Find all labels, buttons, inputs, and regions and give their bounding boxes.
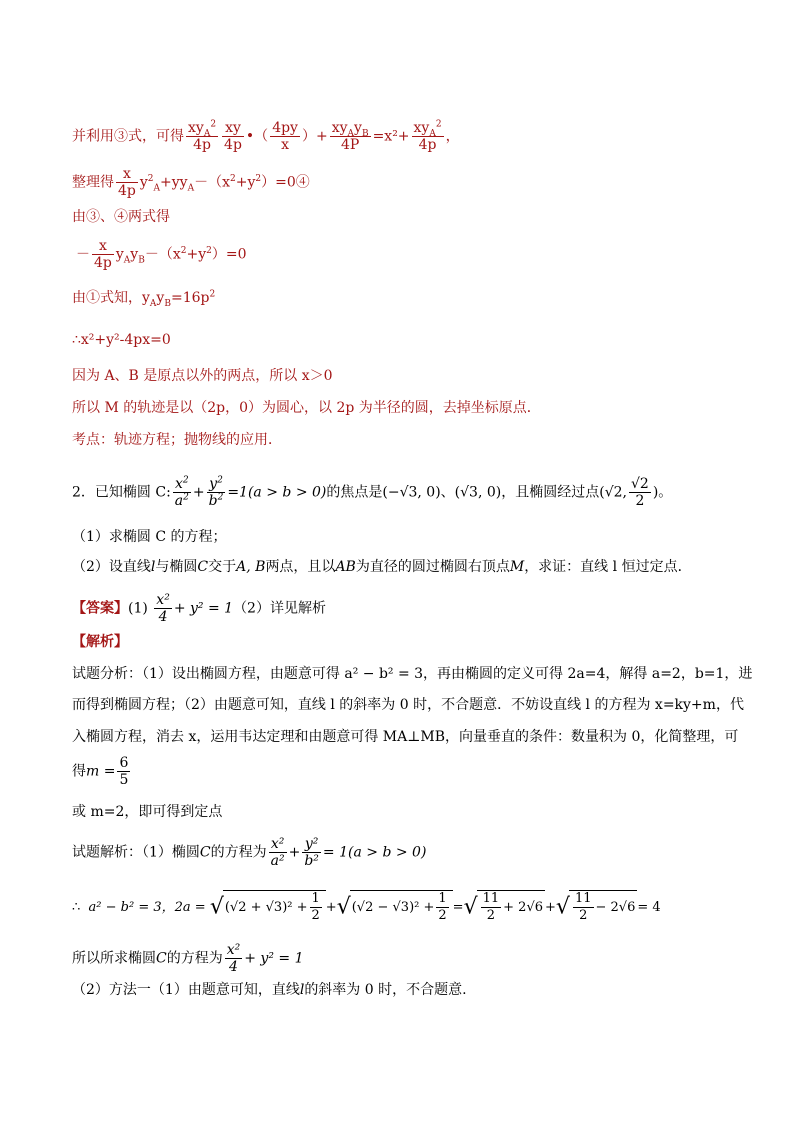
- fraction: $\frac{xy_A^2}{4p}$: [413, 119, 442, 153]
- line-6: ∴x²+y²-4px=0: [72, 332, 171, 348]
- fraction: $\frac{xy}{4p}$: [224, 120, 242, 153]
- fraction: $\frac{√2}{2}$: [630, 476, 649, 509]
- line-8: 所以 M 的轨迹是以（2p，0）为圆心，以 2p 为半径的圆，去掉坐标原点．: [72, 400, 541, 416]
- fraction: $\frac{x}{4p}$: [118, 166, 136, 199]
- line-3: 由③、④两式得: [72, 209, 170, 225]
- question-2-part-2: （2）设直线l与椭圆C交于A, B两点，且以AB为直径的圆过椭圆右顶点M，求证：直线 l 恒过定点．: [72, 559, 692, 575]
- fraction: $\frac{11}{2}$: [574, 891, 592, 923]
- analysis-line-4: 得m = $\frac{6}{5}$: [72, 755, 129, 788]
- analysis-tag: 【解析】: [72, 634, 128, 650]
- solution-line-3: 所以所求椭圆C的方程为 $\frac{\text{x²}}{4}$ + y² = 1: [72, 942, 304, 975]
- fraction: $\frac{\text{x²}}{4}$: [156, 592, 170, 625]
- question-2: 2．已知椭圆 C: $\frac{x^2}{a^2}$ + $\frac{y^2}{b^2}$ =1(a > b > 0)的焦点是(−√3, 0)、(√3, 0)，且椭圆经过点(√2, $\frac{√2}{2}$ )。: [72, 475, 673, 509]
- fraction: $\frac{\text{x²}}{4}$: [226, 942, 241, 975]
- fraction: $\frac{11}{2}$: [482, 891, 500, 923]
- fraction: $\frac{4py}{x}$: [272, 120, 298, 153]
- fraction: $\frac{1}{2}$: [311, 891, 320, 923]
- answer-line: 【答案】(1) $\frac{\text{x²}}{4}$ + y² = 1（2）详见解析: [72, 592, 326, 625]
- fraction: $\frac{1}{2}$: [438, 891, 447, 923]
- line-5: 由①式知，$y_Ay_B=16p^2$: [72, 289, 216, 309]
- answer-tag: 【答案】: [72, 600, 128, 617]
- fraction: $\frac{x}{4p}$: [94, 238, 112, 271]
- analysis-line-1: 试题分析：（1）设出椭圆方程，由题意可得 a² − b² = 3，再由椭圆的定义可得 2a=4，解得 a=2，b=1，进: [72, 666, 753, 682]
- fraction: $\frac{xy_A^2}{4p}$: [188, 119, 217, 153]
- analysis-line-5: 或 m=2，即可得到定点: [72, 804, 223, 820]
- question-2-part-1: （1）求椭圆 C 的方程；: [72, 529, 227, 545]
- fraction: $\frac{x^2}{a^2}$: [174, 475, 189, 509]
- fraction: $\frac{xy_Ay_B}{4P}$: [331, 120, 369, 153]
- line-7: 因为 A、B 是原点以外的两点，所以 x＞0: [72, 368, 333, 384]
- line-2: 整理得 $\frac{x}{4p}$ $y^2_A+yy_A-(x^2+y^2)=0④$: [72, 166, 310, 199]
- solution-line-2: ∴ a² − b² = 3，2a = √(√2 + √3)² + $\frac{1}{2}$ +√(√2 − √3)² + $\frac{1}{2}$ =√ $\frac{11}{2}$ + 2√6 +√ $\frac{11}{2}$ − 2√6 = 4: [72, 891, 661, 923]
- solution-line-4: （2）方法一（1）由题意可知，直线l的斜率为 0 时，不合题意.: [72, 982, 467, 998]
- fraction: $\frac{\text{y²}}{\text{b²}}$: [304, 836, 319, 869]
- fraction: $\frac{\text{x²}}{\text{a²}}$: [270, 836, 285, 869]
- line-4: － $\frac{x}{4p}$ $y_Ay_B-(x^2+y^2)=0$: [76, 238, 247, 271]
- fraction: $\frac{6}{5}$: [119, 755, 129, 788]
- analysis-line-3: 入椭圆方程，消去 x，运用韦达定理和由题意可得 MA⊥MB，向量垂直的条件：数量积为 0，化简整理，可: [72, 729, 739, 745]
- line-1: 并利用③式，可得 $\frac{xy_A^2}{4p}$ $\frac{xy}{4p}$ •（ $\frac{4py}{x}$ ）+ $\frac{xy_Ay_B}{4P}$ =x²+ $\frac{xy_A^2}{4p}$ ，: [72, 119, 460, 153]
- line-9: 考点：轨迹方程；抛物线的应用．: [72, 432, 282, 448]
- solution-line-1: 试题解析：（1）椭圆C的方程为 $\frac{\text{x²}}{\text{a²}}$ + $\frac{\text{y²}}{\text{b²}}$ = 1(a > b > 0): [72, 836, 427, 869]
- analysis-line-2: 而得到椭圆方程；（2）由题意可知，直线 l 的斜率为 0 时，不合题意．不妨设直线 l 的方程为 x=ky+m，代: [72, 697, 744, 713]
- fraction: $\frac{y^2}{b^2}$: [208, 475, 224, 509]
